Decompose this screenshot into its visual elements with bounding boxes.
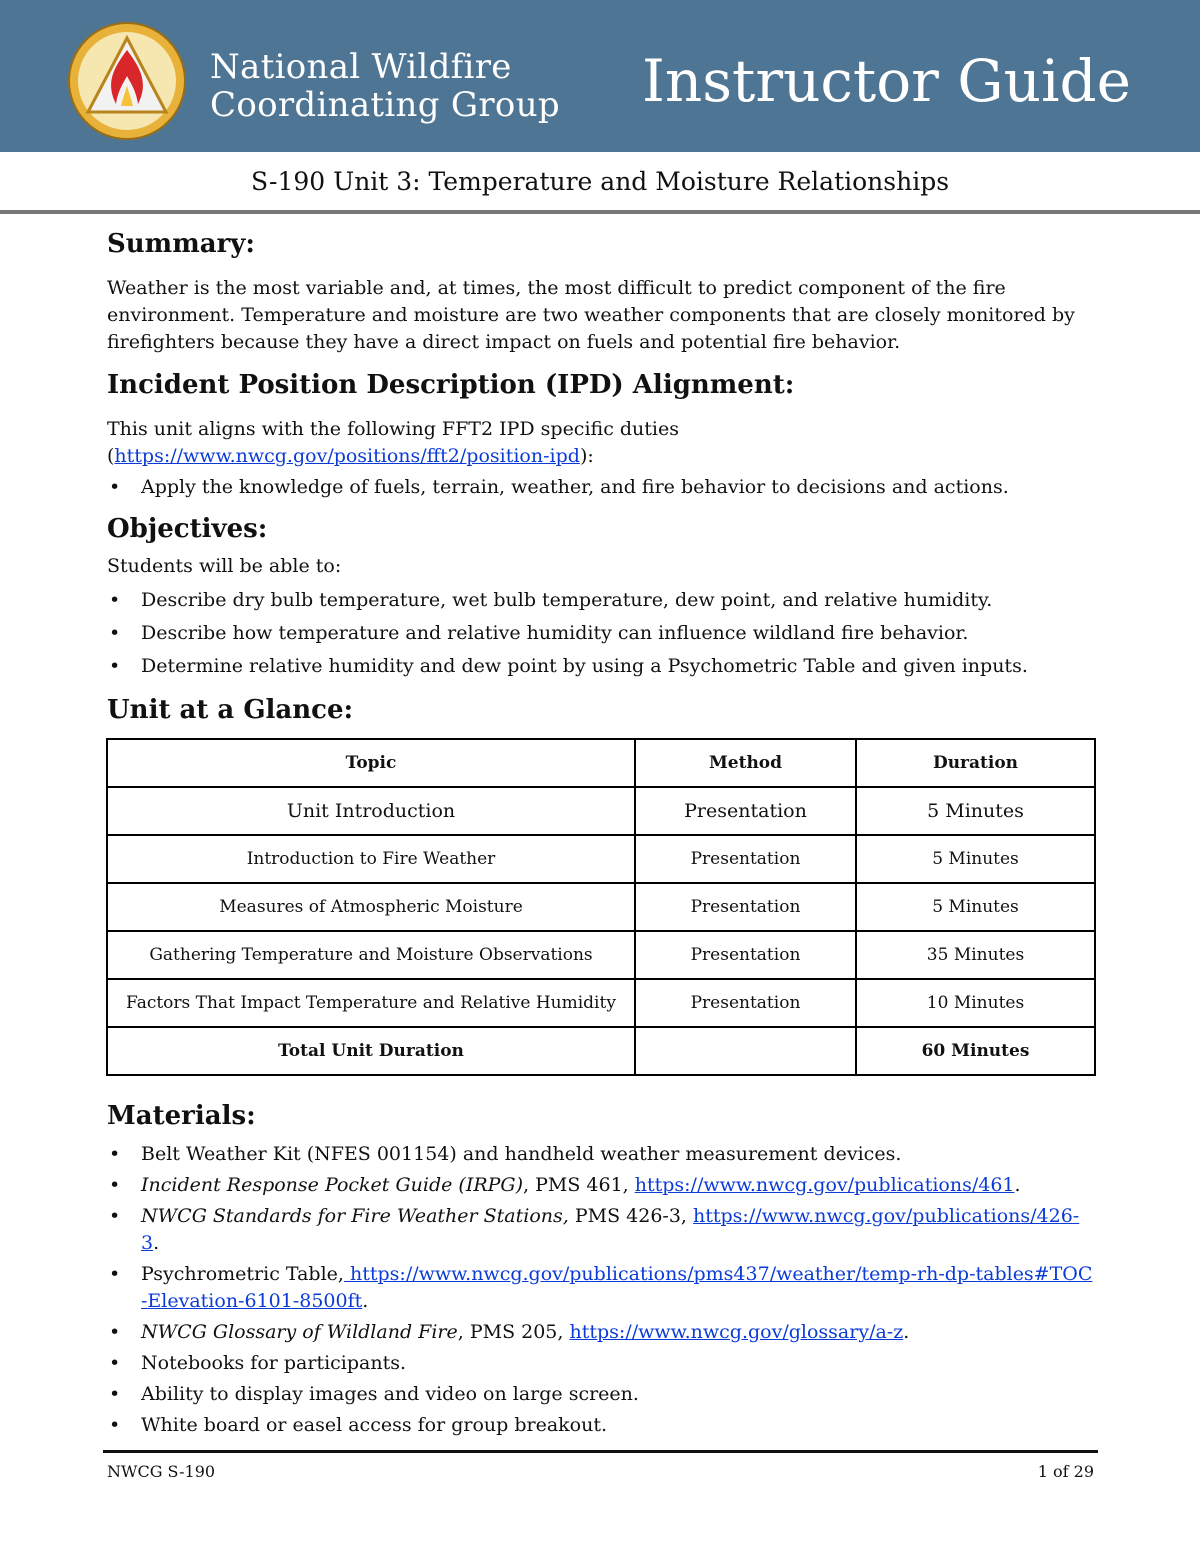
table-row: [107, 883, 1095, 931]
document-type-title: Instructor Guide: [642, 47, 1131, 115]
glossary-end: .: [903, 1321, 910, 1343]
org-name-line2: Coordinating Group: [210, 85, 560, 125]
column-header-method: Method: [635, 739, 856, 787]
nwcg-seal-logo: [66, 20, 188, 142]
topic-cell: Factors That Impact Temperature and Relative Humidity: [107, 979, 635, 1027]
list-item: • Apply the knowledge of fuels, terrain, weather, and fire behavior to decisions and actions.: [107, 474, 1097, 501]
list-item: • White board or easel access for group breakout.: [107, 1412, 1097, 1439]
table-header-row: [107, 739, 1095, 787]
method-cell: Presentation: [635, 835, 856, 883]
org-name-line1: National Wildfire: [210, 47, 512, 87]
column-header-topic: Topic: [107, 739, 635, 787]
ipd-intro: [107, 416, 1077, 470]
duration-cell: 35 Minutes: [856, 931, 1095, 979]
fire-weather-standards-title: NWCG Standards for Fire Weather Stations,: [141, 1205, 569, 1227]
ipd-intro-text: This unit aligns with the following FFT2 IPD specific duties: [107, 418, 679, 440]
objectives-heading: Objectives:: [107, 514, 268, 544]
glossary-title: NWCG Glossary of Wildland Fire: [141, 1321, 458, 1343]
header-banner: [0, 0, 1200, 152]
summary-heading: Summary:: [107, 229, 255, 259]
glossary-link[interactable]: https://www.nwcg.gov/glossary/a-z: [569, 1321, 904, 1343]
irpg-pms: , PMS 461,: [523, 1174, 635, 1196]
glance-heading: Unit at a Glance:: [107, 695, 354, 725]
list-item: • Notebooks for participants.: [107, 1350, 1097, 1377]
summary-text: Weather is the most variable and, at times, the most difficult to predict component of the fire environment. Temperature and moisture are two weather components that are closely monitored by firefighters because they have a direct impact on fuels and potential fire behavior.: [107, 277, 1075, 353]
footer-course-code: NWCG S-190: [107, 1462, 216, 1481]
psychrometric-table-end: .: [362, 1290, 369, 1312]
table-total-row: [107, 1027, 1095, 1075]
method-cell: Presentation: [635, 931, 856, 979]
list-item: • Belt Weather Kit (NFES 001154) and handheld weather measurement devices.: [107, 1141, 1097, 1168]
footer-page-number: 1 of 29: [1037, 1462, 1094, 1481]
irpg-link[interactable]: https://www.nwcg.gov/publications/461: [634, 1174, 1015, 1196]
psychrometric-table-link[interactable]: https://www.nwcg.gov/publications/pms437/weather/temp-rh-dp-tables#TOC-Elevation-6101-8500ft: [141, 1263, 1093, 1312]
unit-title: S-190 Unit 3: Temperature and Moisture Relationships: [250, 167, 950, 196]
method-cell: Presentation: [635, 883, 856, 931]
glossary-pms: , PMS 205,: [457, 1321, 570, 1343]
materials-list: [107, 1141, 1097, 1443]
ipd-link-close: ):: [579, 445, 594, 467]
list-item: [107, 1261, 1097, 1315]
unit-at-a-glance-table: [106, 738, 1096, 1076]
title-divider: [0, 210, 1200, 214]
duration-cell: 5 Minutes: [856, 835, 1095, 883]
list-item: [107, 1172, 1097, 1199]
column-header-duration: Duration: [856, 739, 1095, 787]
irpg-end: .: [1014, 1174, 1021, 1196]
list-item: • Describe how temperature and relative humidity can influence wildland fire behavior.: [107, 620, 1097, 647]
topic-cell: Introduction to Fire Weather: [107, 835, 635, 883]
list-item: • Determine relative humidity and dew point by using a Psychometric Table and given inputs.: [107, 653, 1097, 680]
fire-weather-standards-end: .: [153, 1232, 160, 1254]
topic-cell: Gathering Temperature and Moisture Observations: [107, 931, 635, 979]
topic-cell: Unit Introduction: [107, 787, 635, 835]
total-duration-cell: 60 Minutes: [856, 1027, 1095, 1075]
table-row: [107, 787, 1095, 835]
irpg-title: Incident Response Pocket Guide (IRPG): [141, 1174, 524, 1196]
list-item: • Describe dry bulb temperature, wet bulb temperature, dew point, and relative humidity.: [107, 587, 1097, 614]
psychrometric-table-title: Psychrometric Table,: [141, 1263, 344, 1285]
objectives-list: [107, 587, 1097, 686]
ipd-link[interactable]: https://www.nwcg.gov/positions/fft2/position-ipd: [114, 445, 580, 467]
list-item: • Ability to display images and video on large screen.: [107, 1381, 1097, 1408]
fire-weather-standards-pms: PMS 426-3,: [568, 1205, 694, 1227]
duration-cell: 5 Minutes: [856, 883, 1095, 931]
list-item: [107, 1203, 1097, 1257]
table-row: [107, 835, 1095, 883]
materials-heading: Materials:: [107, 1101, 256, 1131]
ipd-duties-list: [107, 474, 1097, 501]
footer-divider: [103, 1450, 1098, 1453]
method-cell: Presentation: [635, 787, 856, 835]
ipd-link-open: (: [107, 445, 115, 467]
ipd-heading: Incident Position Description (IPD) Alignment:: [107, 370, 795, 400]
list-item: [107, 1319, 1097, 1346]
table-row: [107, 979, 1095, 1027]
method-cell: Presentation: [635, 979, 856, 1027]
objectives-intro: Students will be able to:: [107, 555, 342, 577]
fire-weather-standards-link[interactable]: https://www.nwcg.gov/publications/426-3: [141, 1205, 1080, 1254]
total-method-cell: [635, 1027, 856, 1075]
total-label-cell: Total Unit Duration: [107, 1027, 635, 1075]
duration-cell: 5 Minutes: [856, 787, 1095, 835]
table-row: [107, 931, 1095, 979]
duration-cell: 10 Minutes: [856, 979, 1095, 1027]
topic-cell: Measures of Atmospheric Moisture: [107, 883, 635, 931]
organization-name: [210, 48, 560, 124]
